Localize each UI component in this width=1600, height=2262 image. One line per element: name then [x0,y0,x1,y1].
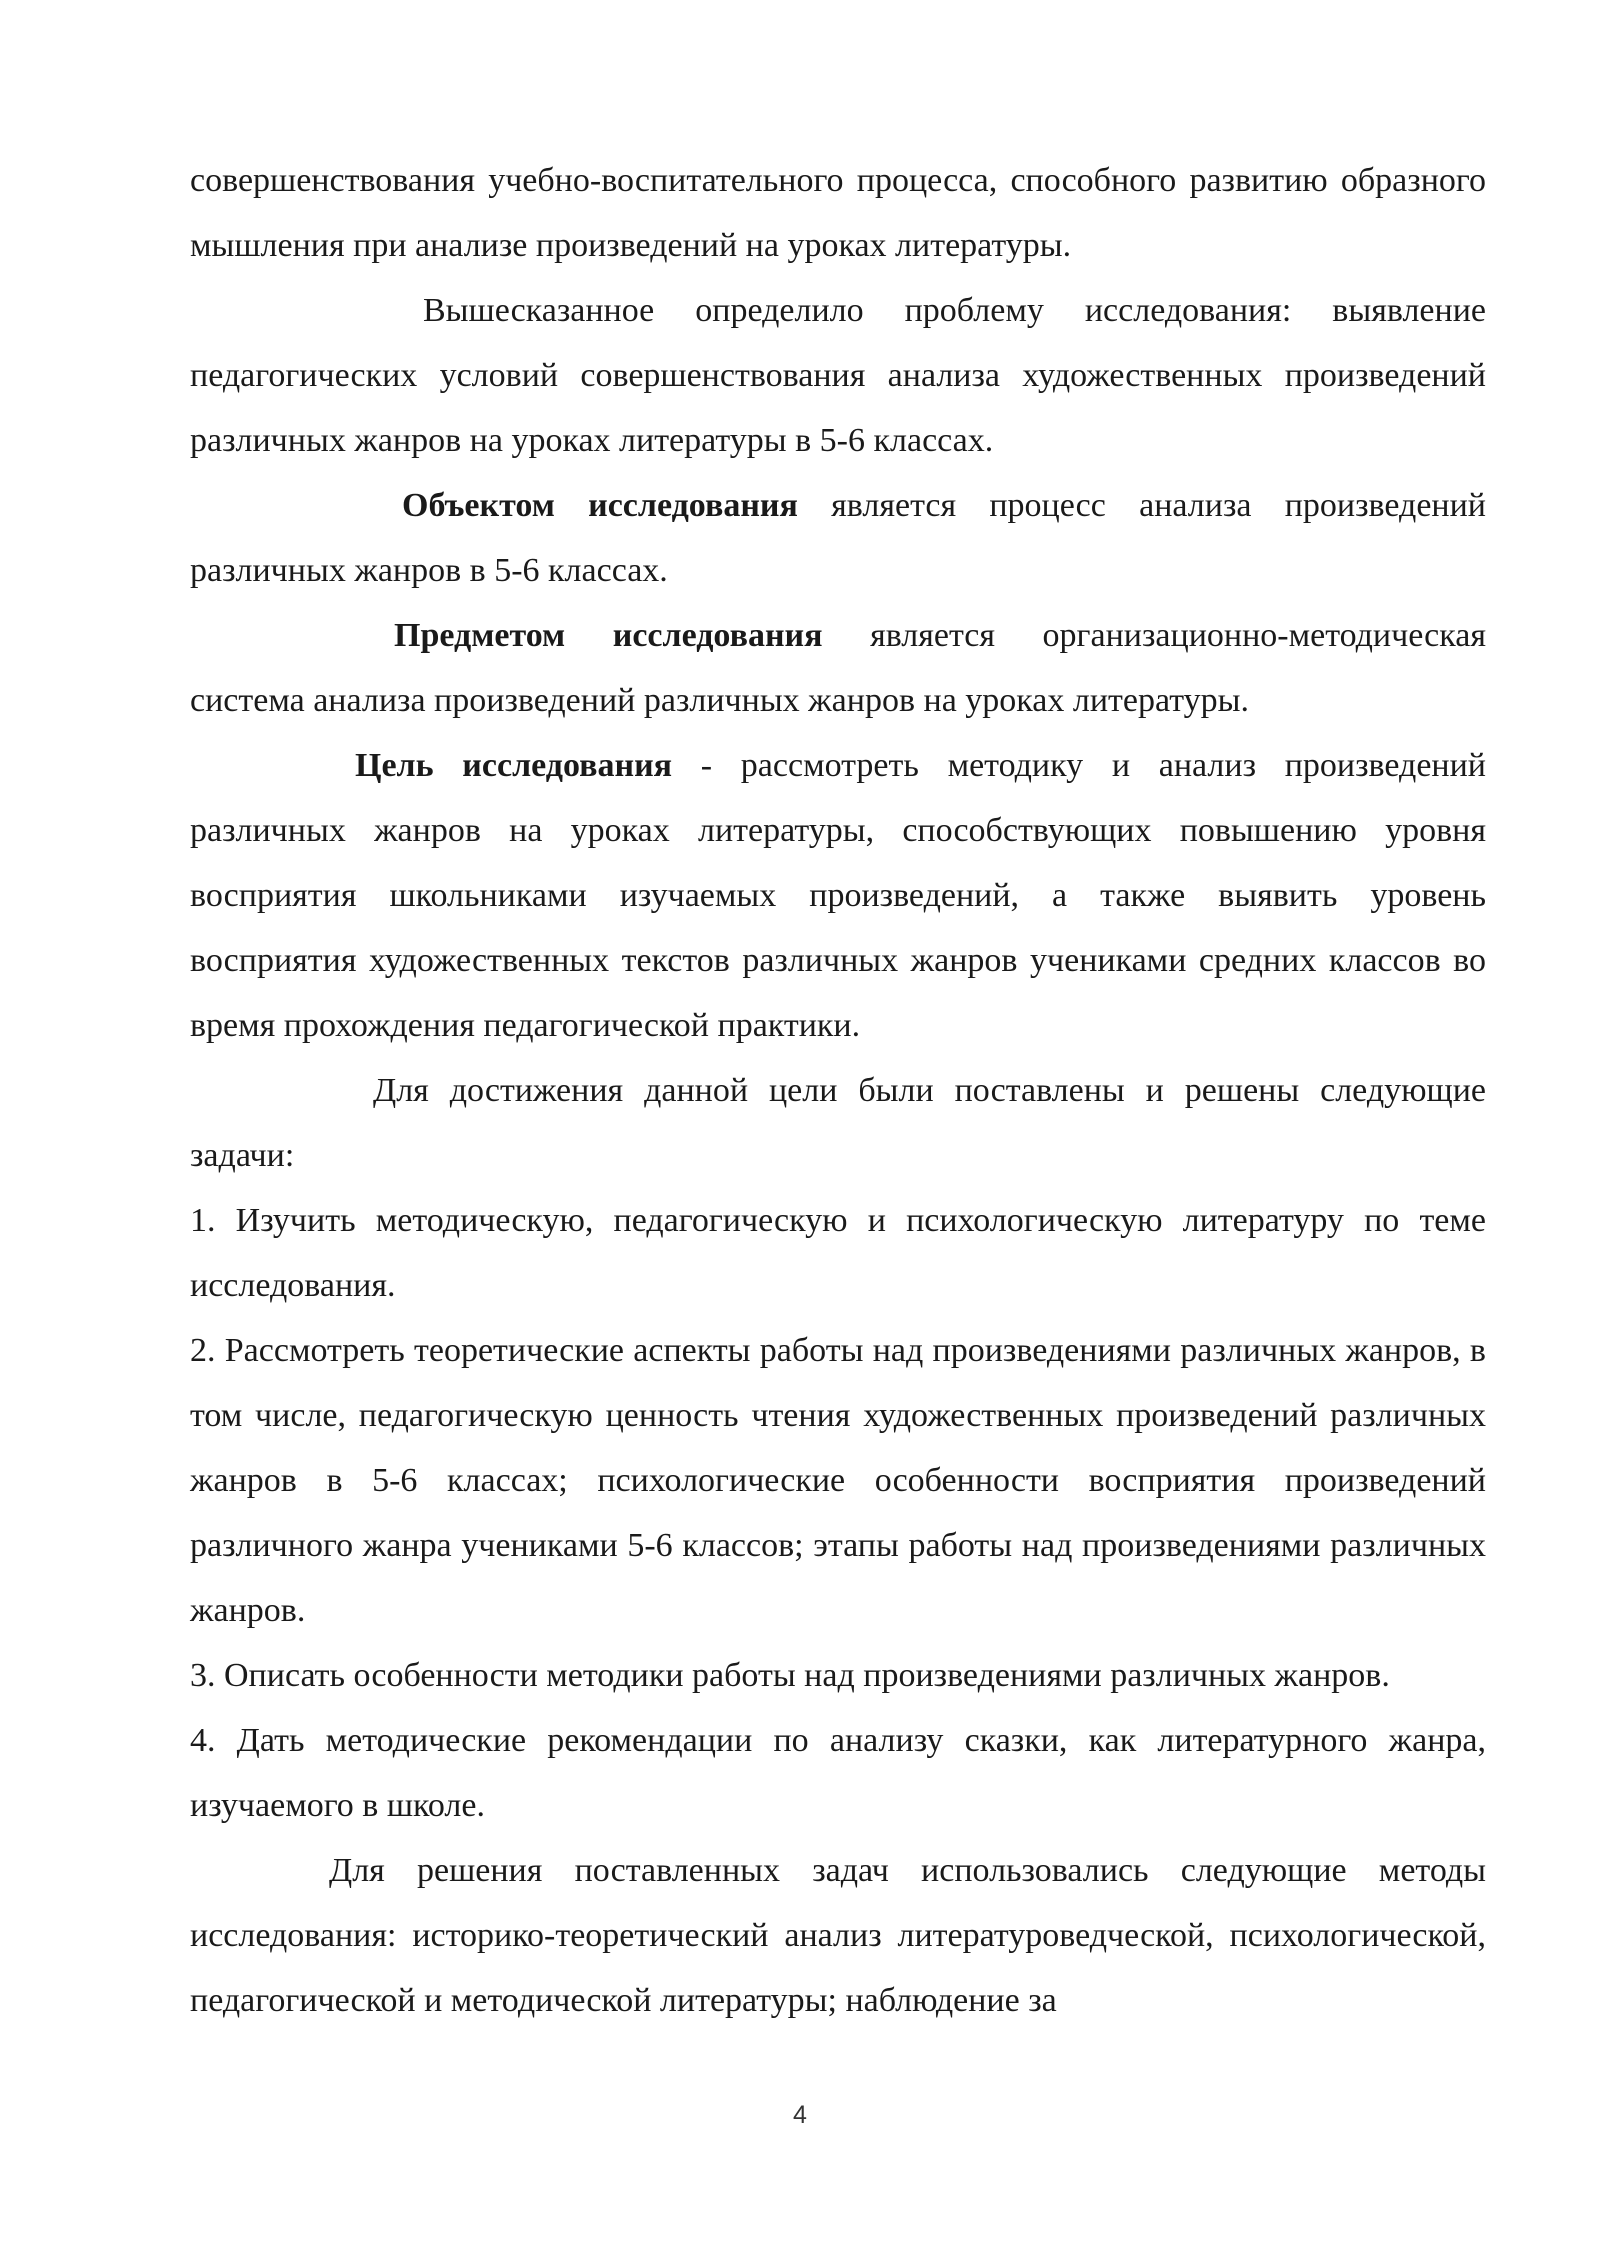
paragraph-tasks-intro: Для достижения данной цели были поставлены и решены следующие задачи: [190,1072,1486,1174]
paragraph-research-methods: Для решения поставленных задач использовались следующие методы исследования: историко-теоретический анализ литературоведческой, психологической, педагогической и методической литературы; наблюдение за [190,1852,1486,2019]
page-number: 4 [793,2101,807,2129]
research-subject-term: Предметом исследования [394,617,823,654]
paragraph-research-subject [190,603,1486,733]
paragraph-research-object [190,473,1486,603]
body-text [190,148,1486,2033]
research-goal-text: - рассмотреть методику и анализ произведений различных жанров на уроках литературы, способствующих повышению уровня восприятия школьниками изучаемых произведений, а также выявить уровень восприятия художественных текстов различных жанров учениками средних классов во время прохождения педагогической практики. [190,747,1487,1044]
paragraph-research-goal [190,733,1486,1058]
task-item-4: 4. Дать методические рекомендации по анализу сказки, как литературного жанра, изучаемого в школе. [190,1722,1486,1824]
task-item-1: 1. Изучить методическую, педагогическую и психологическую литературу по теме исследования. [190,1202,1486,1304]
research-goal-term: Цель исследования [355,747,673,784]
paragraph-research-problem: Вышесказанное определило проблему исследования: выявление педагогических условий совершенствования анализа художественных произведений различных жанров на уроках литературы в 5-6 классах. [190,292,1486,459]
task-item-2: 2. Рассмотреть теоретические аспекты работы над произведениями различных жанров, в том числе, педагогическую ценность чтения художественных произведений различных жанров в 5-6 классах; психологические особенности восприятия произведений различного жанра учениками 5-6 классов; этапы работы над произведениями различных жанров. [190,1332,1486,1629]
research-object-term: Объектом исследования [402,487,798,524]
task-item-3: 3. Описать особенности методики работы над произведениями различных жанров. [190,1657,1390,1694]
research-subject-text: является организационно-методическая система анализа произведений различных жанров на уроках литературы. [190,617,1486,719]
research-object-text: является процесс анализа произведений различных жанров в 5-6 классах. [190,487,1487,589]
paragraph-intro-continuation: совершенствования учебно-воспитательного процесса, способного развитию образного мышления при анализе произведений на уроках литературы. [190,162,1486,264]
